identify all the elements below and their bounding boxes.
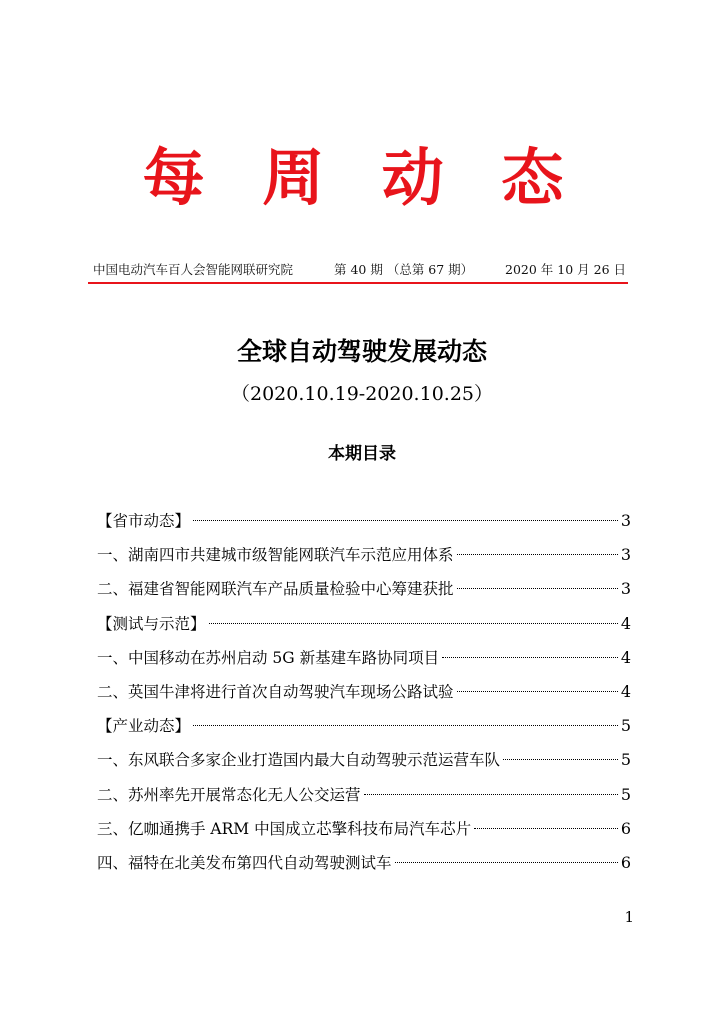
toc-leader-dots xyxy=(442,657,618,658)
toc-leader-dots xyxy=(395,862,618,863)
toc-entry-page: 6 xyxy=(620,852,631,872)
issue-date: 2020 年 10 月 26 日 xyxy=(505,262,626,277)
toc-leader-dots xyxy=(457,691,618,692)
toc-entry-page: 3 xyxy=(620,545,631,565)
toc-leader-dots xyxy=(193,725,618,726)
toc-leader-dots xyxy=(457,554,618,555)
toc-entry-page: 5 xyxy=(620,750,631,770)
toc-entry-page: 4 xyxy=(620,681,631,701)
toc-entry-page: 3 xyxy=(620,579,631,599)
issue-organization: 中国电动汽车百人会智能网联研究院 xyxy=(93,262,294,277)
toc-entry[interactable] xyxy=(97,745,631,779)
toc-entry-title: 一、东风联合多家企业打造国内最大自动驾驶示范运营车队 xyxy=(97,751,501,770)
toc-entry-province-news[interactable] xyxy=(97,506,631,540)
toc-entry-title: 【省市动态】 xyxy=(97,512,191,530)
toc-entry[interactable] xyxy=(97,780,631,814)
toc-entry-page: 6 xyxy=(620,818,631,838)
toc-entry[interactable] xyxy=(97,677,631,711)
toc-entry-title: 一、湖南四市共建城市级智能网联汽车示范应用体系 xyxy=(97,546,454,565)
toc-entry-page: 5 xyxy=(620,784,631,804)
toc-entry[interactable] xyxy=(97,574,631,608)
toc-entry-title: 【产业动态】 xyxy=(97,717,191,736)
toc-entry-page: 5 xyxy=(620,716,631,736)
toc-entry-page: 4 xyxy=(620,647,631,667)
toc-entry[interactable] xyxy=(97,643,631,677)
toc-entry-title: 三、亿咖通携手 ARM 中国成立芯擎科技布局汽车芯片 xyxy=(97,819,472,838)
toc-leader-dots xyxy=(457,588,618,589)
document-title: 全球自动驾驶发展动态 xyxy=(236,337,487,366)
toc-leader-dots xyxy=(364,794,618,795)
toc-entry-title: 一、中国移动在苏州启动 5G 新基建车路协同项目 xyxy=(97,648,440,667)
toc-entry-testing-demo[interactable] xyxy=(97,609,631,643)
document-date-range: （2020.10.19-2020.10.25） xyxy=(231,383,493,405)
toc-entry[interactable] xyxy=(97,540,631,574)
masthead-title: 每 周 动 态 xyxy=(142,141,582,214)
header-divider xyxy=(88,282,628,284)
toc-entry-page: 4 xyxy=(620,613,631,633)
toc-entry-title: 【测试与示范】 xyxy=(97,614,206,633)
toc-leader-dots xyxy=(474,828,618,829)
toc-entry-title: 二、英国牛津将进行首次自动驾驶汽车现场公路试验 xyxy=(97,682,454,701)
page-number: 1 xyxy=(624,908,634,926)
toc-leader-dots xyxy=(209,623,618,624)
toc-entry-industry-news[interactable] xyxy=(97,711,631,745)
table-of-contents xyxy=(97,506,631,882)
toc-entry-page: 3 xyxy=(620,511,631,530)
toc-heading: 本期目录 xyxy=(328,444,396,464)
toc-entry-title: 二、苏州率先开展常态化无人公交运营 xyxy=(97,785,361,804)
toc-entry[interactable] xyxy=(97,848,631,882)
toc-entry[interactable] xyxy=(97,814,631,848)
toc-entry-title: 二、福建省智能网联汽车产品质量检验中心筹建获批 xyxy=(97,580,454,599)
issue-number: 第 40 期 （总第 67 期） xyxy=(334,262,474,277)
toc-entry-title: 四、福特在北美发布第四代自动驾驶测试车 xyxy=(97,853,392,872)
toc-leader-dots xyxy=(193,520,618,521)
toc-leader-dots xyxy=(503,759,618,760)
